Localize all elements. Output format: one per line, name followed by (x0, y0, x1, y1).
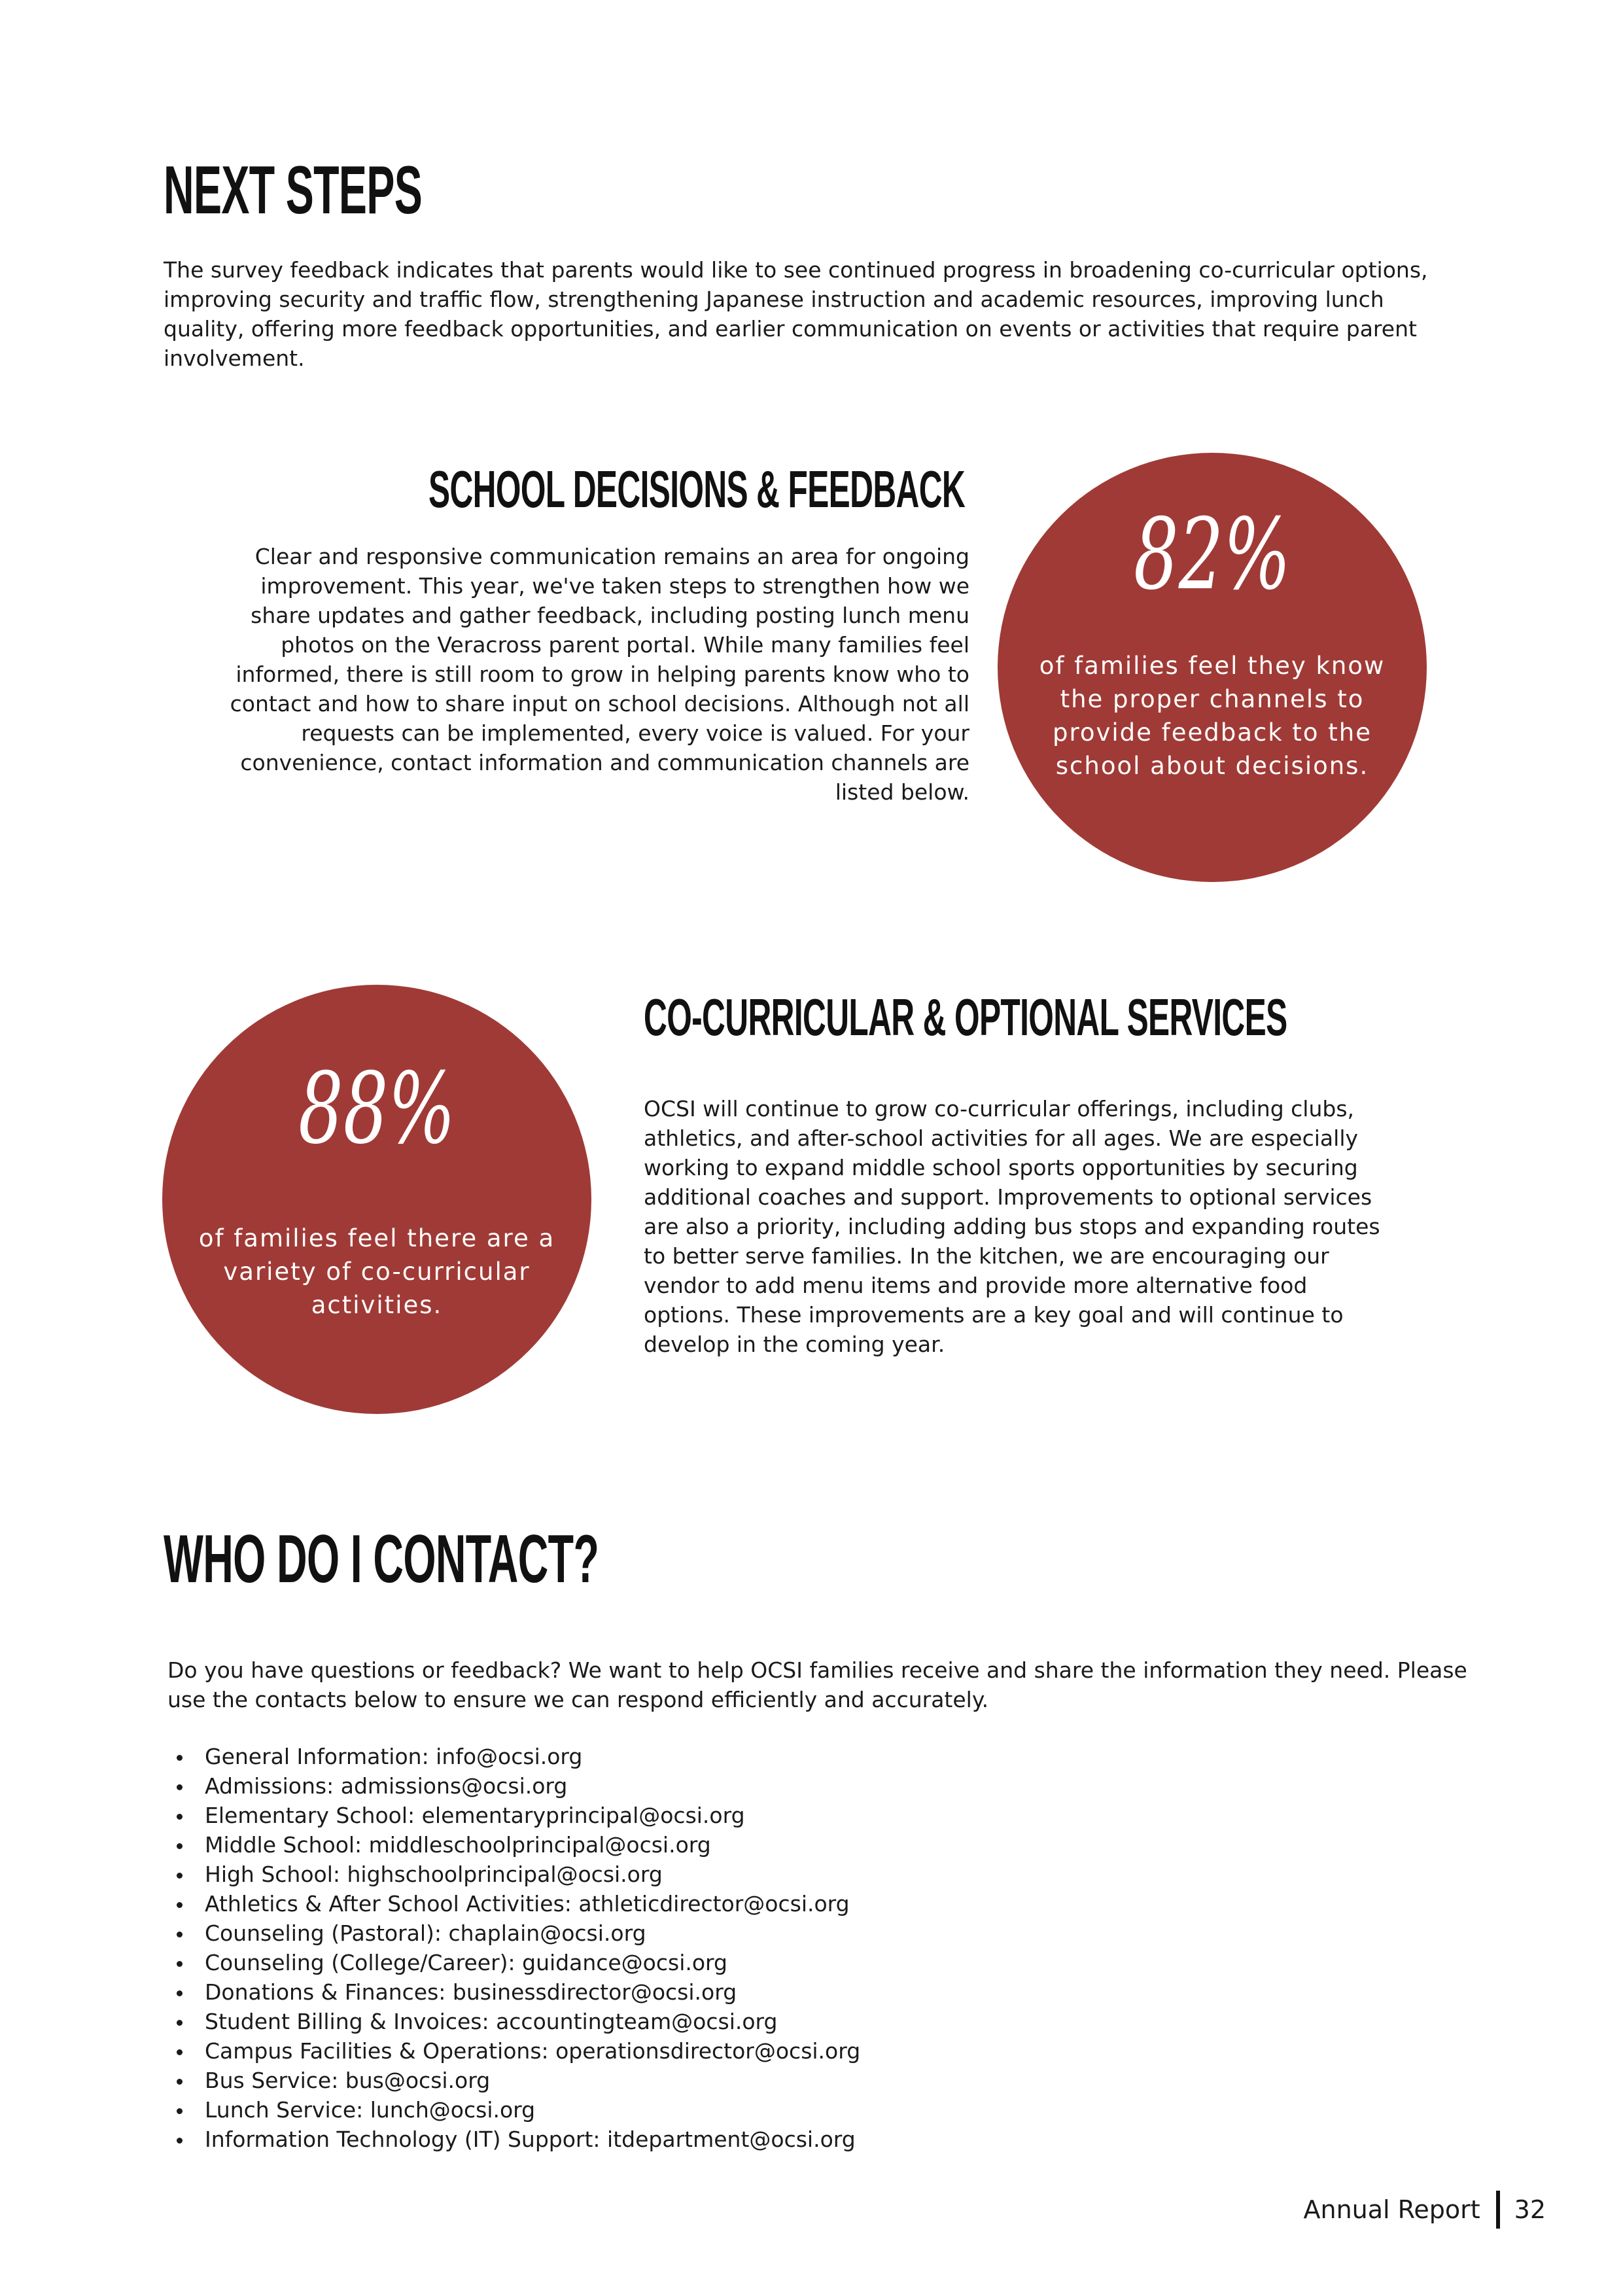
contact-item: High School: highschoolprincipal@ocsi.org (169, 1860, 860, 1889)
decisions-stat-caption: of families feel they know the proper channels to provide feedback to the school about decisions. (1039, 652, 1386, 780)
contact-item: Information Technology (IT) Support: itdepartment@ocsi.org (169, 2125, 860, 2154)
contact-item: Counseling (College/Career): guidance@ocsi.org (169, 1948, 860, 1977)
footer-label: Annual Report (1303, 2195, 1480, 2224)
decisions-stat-circle (998, 453, 1427, 882)
contact-item: General Information: info@ocsi.org (169, 1742, 860, 1771)
page-number: 32 (1514, 2195, 1546, 2224)
cocurricular-body: OCSI will continue to grow co-curricular offerings, including clubs, athletics, and after-school activities for all ages. We are especially working to expand middle school sports opportunities by securing additional coaches and support. Improvements to optional services are also a priority, including adding bus stops and expanding routes to better serve families. In the kitchen, we are encouraging our vendor to add menu items and provide more alternative food options. These improvements are a key goal and will continue to develop in the coming year. (644, 1096, 1380, 1357)
decisions-stat-value: 82% (1133, 498, 1291, 612)
footer-divider (1496, 2191, 1500, 2229)
cocurricular-title: CO-CURRICULAR & OPTIONAL SERVICES (644, 988, 1287, 1046)
contact-list (169, 1742, 860, 2154)
cocurricular-stat-caption: of families feel there are a variety of co-curricular activities. (198, 1224, 555, 1319)
contact-item: Donations & Finances: businessdirector@ocsi.org (169, 1977, 860, 2007)
next-steps-body: The survey feedback indicates that parents would like to see continued progress in broadening co-curricular options, improving security and traffic flow, strengthening Japanese instruction and academic resources, improving lunch quality, offering more feedback opportunities, and earlier communication on events or activities that require parent involvement. (164, 257, 1428, 371)
contact-item: Middle School: middleschoolprincipal@ocsi.org (169, 1830, 860, 1860)
page-footer (1304, 2191, 1546, 2229)
contact-item: Lunch Service: lunch@ocsi.org (169, 2095, 860, 2125)
decisions-body: Clear and responsive communication remains an area for ongoing improvement. This year, we've taken steps to strengthen how we share updates and gather feedback, including posting lunch menu photos on the Veracross parent portal. While many families feel informed, there is still room to grow in helping parents know who to contact and how to share input on school decisions. Although not all requests can be implemented, every voice is valued. For your convenience, contact information and communication channels are listed below. (230, 544, 969, 805)
contact-item: Counseling (Pastoral): chaplain@ocsi.org (169, 1918, 860, 1948)
next-steps-title: NEXT STEPS (164, 152, 423, 228)
contact-intro: Do you have questions or feedback? We want to help OCSI families receive and share the information they need. Please use the contacts below to ensure we can respond efficiently and accurately. (167, 1657, 1467, 1712)
cocurricular-stat-circle (162, 985, 591, 1414)
contact-item: Student Billing & Invoices: accountingteam@ocsi.org (169, 2007, 860, 2036)
contact-item: Elementary School: elementaryprincipal@ocsi.org (169, 1801, 860, 1830)
contact-item: Athletics & After School Activities: athleticdirector@ocsi.org (169, 1889, 860, 1918)
cocurricular-stat-value: 88% (298, 1052, 456, 1166)
contact-title: WHO DO I CONTACT? (164, 1521, 599, 1597)
contact-item: Bus Service: bus@ocsi.org (169, 2066, 860, 2095)
contact-item: Admissions: admissions@ocsi.org (169, 1771, 860, 1801)
decisions-title: SCHOOL DECISIONS & FEEDBACK (428, 460, 966, 518)
contact-item: Campus Facilities & Operations: operationsdirector@ocsi.org (169, 2036, 860, 2066)
